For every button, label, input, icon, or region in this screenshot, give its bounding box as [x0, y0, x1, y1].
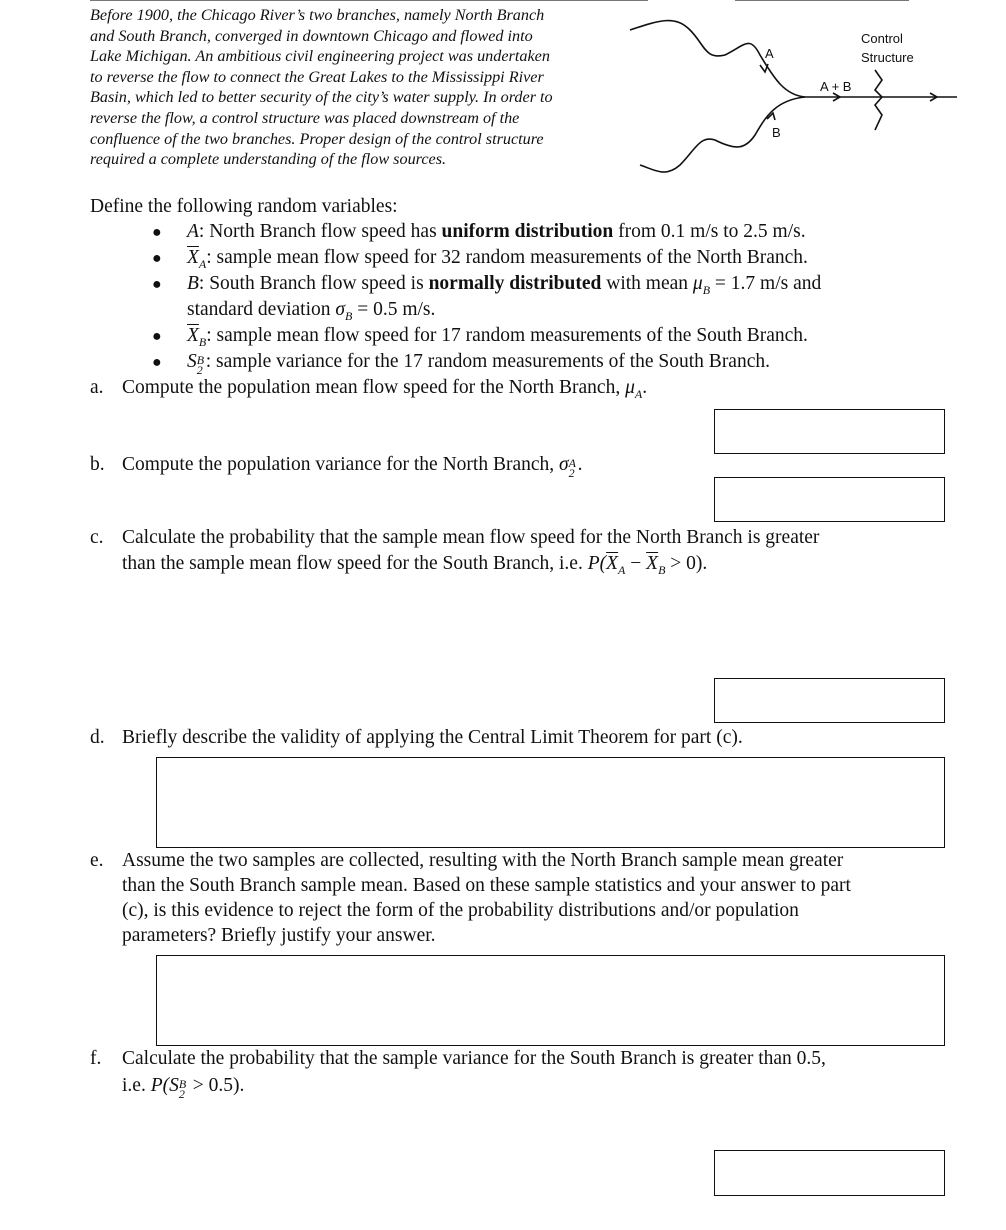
answer-box-a[interactable]	[714, 409, 945, 454]
answer-box-d[interactable]	[156, 757, 945, 848]
question-e-label: e.	[90, 850, 104, 871]
river-diagram	[600, 0, 1006, 190]
intro-line: Before 1900, the Chicago River’s two branches, namely North Branch	[90, 6, 545, 24]
question-e-line: than the South Branch sample mean. Based on these sample statistics and your answer to part	[122, 875, 851, 896]
question-a-label: a.	[90, 377, 104, 398]
control-structure-zigzag	[875, 70, 882, 130]
north-branch-curve	[630, 21, 805, 97]
question-c-line1: Calculate the probability that the sample mean flow speed for the North Branch is greater	[122, 527, 820, 548]
arrow-icon	[760, 64, 768, 72]
bullet-b-cont: standard deviation $\sigma_B = 0.5$ m/s.	[187, 299, 436, 323]
question-a: Compute the population mean flow speed for the North Branch, $\mu_A$.	[122, 377, 648, 401]
question-e-line: Assume the two samples are collected, resulting with the North Branch sample mean greater	[122, 850, 844, 871]
question-c-line2: than the sample mean flow speed for the South Branch, i.e. $P(\overline{X}_A - \overline{X}_B > 0)$.	[122, 553, 708, 577]
bullet-icon: ●	[152, 224, 162, 241]
question-e-line: (c), is this evidence to reject the form of the probability distributions and/or population	[122, 900, 799, 921]
intro-line: to reverse the flow to connect the Great Lakes to the Mississippi River	[90, 67, 544, 86]
question-d-label: d.	[90, 727, 105, 748]
question-b-label: b.	[90, 454, 105, 475]
top-rule	[90, 0, 648, 1]
question-f-line2: i.e. P(S 2 B > 0.5).	[122, 1075, 245, 1101]
intro-line: Basin, which led to better security of the city’s water supply. In order to	[90, 88, 553, 107]
bullet-b: B: South Branch flow speed is normally distributed with mean $\mu_B = 1.7$ m/s and	[187, 273, 822, 297]
bullet-icon: ●	[152, 354, 162, 371]
answer-box-e[interactable]	[156, 955, 945, 1046]
intro-line: and South Branch, converged in downtown Chicago and flowed into	[90, 26, 533, 45]
label-a: A	[765, 46, 774, 61]
answer-box-f[interactable]	[714, 1150, 945, 1196]
question-c-label: c.	[90, 527, 104, 548]
label-b: B	[772, 125, 781, 140]
bullet-xa: $\overline{X}_A$: sample mean flow speed for 32 random measurements of the North Branch.	[187, 247, 808, 271]
intro-line: confluence of the two branches. Proper design of the control structure	[90, 129, 544, 148]
bullet-icon: ●	[152, 328, 162, 345]
question-d: Briefly describe the validity of applying the Central Limit Theorem for part (c).	[122, 727, 743, 748]
question-f-label: f.	[90, 1048, 102, 1069]
question-b: Compute the population variance for the North Branch, σ 2 A .	[122, 454, 583, 480]
bullet-a: A: North Branch flow speed has uniform distribution from 0.1 m/s to 2.5 m/s.	[187, 221, 806, 242]
bullet-icon: ●	[152, 276, 162, 293]
bullet-s: S 2 B : sample variance for the 17 random measurements of the South Branch.	[187, 351, 770, 377]
bullet-xb: $\overline{X}_B$: sample mean flow speed for 17 random measurements of the South Branch.	[187, 325, 808, 349]
intro-line: required a complete understanding of the flow sources.	[90, 150, 447, 169]
intro-line: reverse the flow, a control structure was placed downstream of the	[90, 108, 520, 127]
answer-box-c[interactable]	[714, 678, 945, 723]
intro-line: Lake Michigan. An ambitious civil engineering project was undertaken	[90, 47, 550, 66]
intro-paragraph	[90, 5, 620, 170]
question-f-line1: Calculate the probability that the sample variance for the South Branch is greater than 0.5,	[122, 1048, 826, 1069]
label-structure: Structure	[861, 50, 914, 65]
bullet-icon: ●	[152, 250, 162, 267]
label-control: Control	[861, 31, 903, 46]
question-e-line: parameters? Briefly justify your answer.	[122, 925, 436, 946]
define-heading: Define the following random variables:	[90, 196, 398, 217]
label-a-plus-b: A + B	[820, 79, 852, 94]
answer-box-b[interactable]	[714, 477, 945, 522]
